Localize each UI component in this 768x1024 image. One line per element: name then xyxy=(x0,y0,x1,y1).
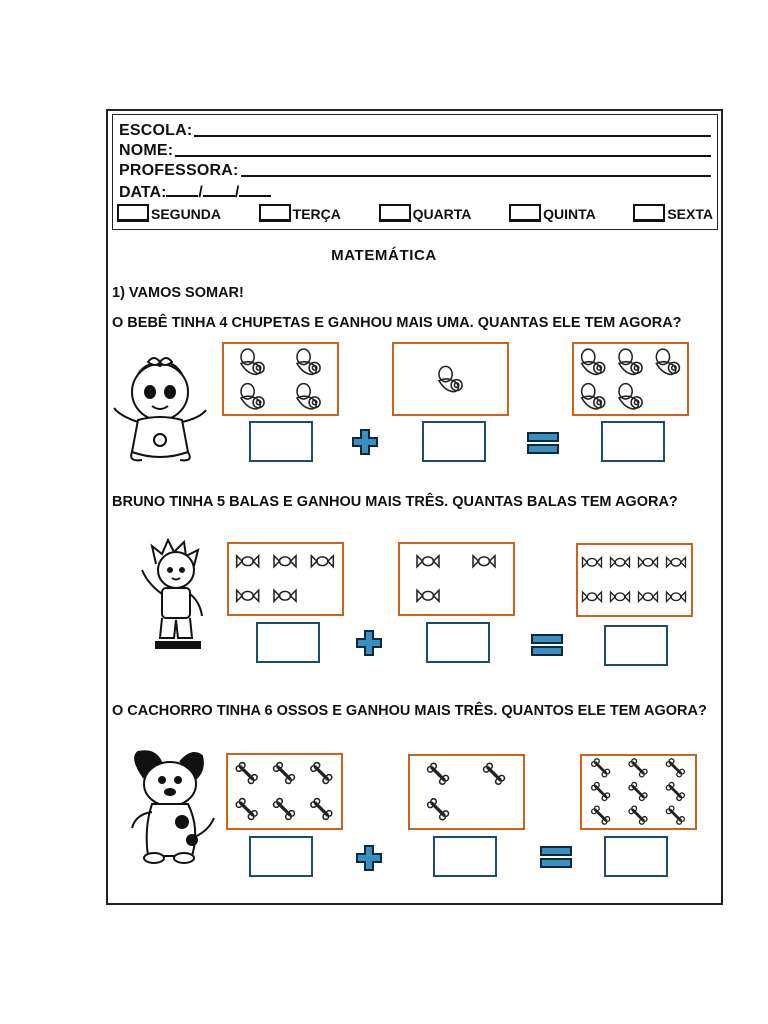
answer-box-total-3[interactable] xyxy=(604,836,668,877)
candy-icon xyxy=(583,592,602,602)
answer-box-total-2[interactable] xyxy=(604,625,668,666)
bone-icon xyxy=(592,806,610,824)
day-field[interactable] xyxy=(166,181,198,197)
answer-box-left-2[interactable] xyxy=(256,622,320,663)
pacifier-icon xyxy=(582,349,605,374)
problem-text-2: BRUNO TINHA 5 BALAS E GANHOU MAIS TRÊS. QUANTAS BALAS TEM AGORA? xyxy=(112,494,678,510)
page-title: MATEMÁTICA xyxy=(331,247,437,264)
school-line xyxy=(119,120,711,140)
boy-icon xyxy=(130,538,216,660)
picture-box-left-2 xyxy=(227,542,344,616)
candy-icon xyxy=(417,556,439,567)
bone-icon xyxy=(592,782,610,800)
problem-text-3: O CACHORRO TINHA 6 OSSOS E GANHOU MAIS TRÊS. QUANTOS ELE TEM AGORA? xyxy=(112,703,707,719)
weekday-checkbox[interactable] xyxy=(633,204,665,222)
answer-box-right-3[interactable] xyxy=(433,836,497,877)
pacifier-icon xyxy=(582,384,605,409)
baby-icon xyxy=(108,352,212,464)
bone-icon xyxy=(592,759,610,777)
name-label: NOME: xyxy=(119,142,174,159)
weekday-checkbox[interactable] xyxy=(117,204,149,222)
weekday-label: QUARTA xyxy=(412,206,472,222)
teacher-field[interactable] xyxy=(241,175,711,177)
problem-text-1: O BEBÊ TINHA 4 CHUPETAS E GANHOU MAIS UMA. QUANTAS ELE TEM AGORA? xyxy=(112,315,682,331)
bone-group xyxy=(410,756,522,827)
candy-icon xyxy=(473,556,495,567)
school-field[interactable] xyxy=(194,135,711,137)
bone-icon xyxy=(629,759,647,777)
teacher-line xyxy=(119,160,711,180)
pacifier-icon xyxy=(656,349,679,374)
weekday-checkbox[interactable] xyxy=(259,204,291,222)
teacher-label: PROFESSORA: xyxy=(119,162,239,179)
bone-icon xyxy=(236,763,257,784)
candy-icon xyxy=(417,590,439,601)
month-field[interactable] xyxy=(203,181,235,197)
candy-icon xyxy=(311,556,333,567)
bone-icon xyxy=(236,799,257,820)
answer-box-right-1[interactable] xyxy=(422,421,486,462)
bone-icon xyxy=(629,782,647,800)
equals-icon xyxy=(527,432,559,454)
pacifier-icon xyxy=(241,349,264,374)
candy-icon xyxy=(611,558,630,568)
candy-icon xyxy=(583,558,602,568)
candy-icon xyxy=(237,556,259,567)
pacifier-icon xyxy=(241,384,264,409)
picture-box-right-3 xyxy=(408,754,525,830)
pacifier-icon xyxy=(619,384,642,409)
weekday-sexta[interactable] xyxy=(633,204,713,222)
pacifier-icon xyxy=(297,349,320,374)
pacifier-icon xyxy=(297,384,320,409)
header-box xyxy=(112,114,718,230)
bone-group xyxy=(582,756,694,827)
candy-icon xyxy=(667,558,686,568)
bone-icon xyxy=(274,763,295,784)
picture-box-left-3 xyxy=(226,753,343,830)
date-separator: / xyxy=(234,184,240,201)
equals-icon xyxy=(540,846,572,868)
candy-icon xyxy=(274,556,296,567)
pacifier-group xyxy=(394,344,506,413)
weekday-label: SEGUNDA xyxy=(151,206,222,222)
picture-box-right-2 xyxy=(398,542,515,616)
bone-icon xyxy=(666,782,684,800)
dog-icon xyxy=(122,748,222,870)
school-label: ESCOLA: xyxy=(119,122,193,139)
weekday-segunda[interactable] xyxy=(117,204,221,222)
candy-group xyxy=(578,545,690,614)
plus-icon xyxy=(356,630,382,656)
picture-box-total-2 xyxy=(576,543,693,617)
weekday-quinta[interactable] xyxy=(509,204,596,222)
candy-group xyxy=(229,544,341,613)
bone-icon xyxy=(428,799,449,820)
plus-icon xyxy=(356,845,382,871)
candy-icon xyxy=(639,558,658,568)
bone-icon xyxy=(428,763,449,784)
answer-box-left-1[interactable] xyxy=(249,421,313,462)
pacifier-icon xyxy=(439,366,462,391)
answer-box-total-1[interactable] xyxy=(601,421,665,462)
year-field[interactable] xyxy=(239,181,271,197)
pacifier-icon xyxy=(619,349,642,374)
weekday-label: TERÇA xyxy=(292,206,341,222)
bone-icon xyxy=(484,763,505,784)
weekday-label: QUINTA xyxy=(543,206,596,222)
bone-icon xyxy=(629,806,647,824)
candy-icon xyxy=(611,592,630,602)
answer-box-right-2[interactable] xyxy=(426,622,490,663)
name-field[interactable] xyxy=(175,155,711,157)
weekday-label: SEXTA xyxy=(667,206,713,222)
picture-box-right-1 xyxy=(392,342,509,416)
bone-group xyxy=(228,755,340,827)
weekday-terca[interactable] xyxy=(259,204,341,222)
weekday-quarta[interactable] xyxy=(379,204,472,222)
name-line xyxy=(119,140,711,160)
date-line xyxy=(119,181,271,202)
candy-icon xyxy=(237,590,259,601)
bone-icon xyxy=(311,799,332,820)
bone-icon xyxy=(666,759,684,777)
plus-icon xyxy=(352,429,378,455)
candy-icon xyxy=(274,590,296,601)
date-separator: / xyxy=(198,184,203,201)
candy-icon xyxy=(639,592,658,602)
date-label: DATA: xyxy=(119,184,167,201)
pacifier-group xyxy=(574,344,686,413)
bone-icon xyxy=(666,806,684,824)
section-title: 1) VAMOS SOMAR! xyxy=(112,285,244,301)
picture-box-total-3 xyxy=(580,754,697,830)
pacifier-group xyxy=(224,344,336,413)
picture-box-left-1 xyxy=(222,342,339,416)
answer-box-left-3[interactable] xyxy=(249,836,313,877)
candy-icon xyxy=(667,592,686,602)
weekday-checkbox[interactable] xyxy=(379,204,411,222)
weekday-row xyxy=(117,204,713,222)
bone-icon xyxy=(311,763,332,784)
bone-icon xyxy=(274,799,295,820)
candy-group xyxy=(400,544,512,613)
equals-icon xyxy=(531,634,563,656)
picture-box-total-1 xyxy=(572,342,689,416)
weekday-checkbox[interactable] xyxy=(509,204,541,222)
